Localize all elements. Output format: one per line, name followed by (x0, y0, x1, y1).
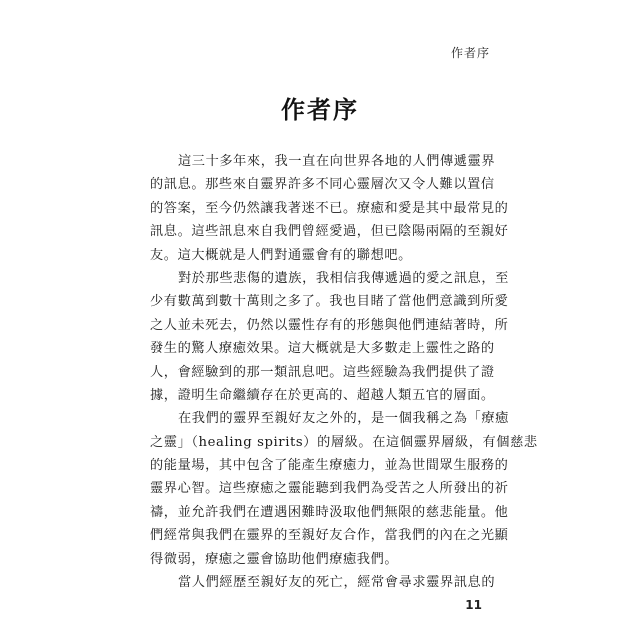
running-head: 作者序 (450, 46, 490, 60)
paragraph-line: 們經常與我們在靈界的至親好友合作，當我們的內在之光顯 (150, 528, 509, 544)
paragraph-line: 這三十多年來，我一直在向世界各地的人們傳遞靈界 (178, 154, 496, 169)
paragraph-line: 之人並未死去，仍然以靈性存有的形態與他們連結著時，所 (150, 317, 509, 333)
paragraph-line: 在我們的靈界至親好友之外的，是一個我稱之為「療癒 (178, 411, 509, 427)
paragraph-line: 的答案，至今仍然讓我著迷不已。療癒和愛是其中最常見的 (150, 200, 509, 216)
chapter-title: 作者序 (281, 95, 359, 124)
paragraph-line: 對於那些悲傷的遺族，我相信我傳遞過的愛之訊息，至 (178, 270, 509, 286)
paragraph-line: 的能量場，其中包含了能產生療癒力，並為世間眾生服務的 (150, 458, 509, 474)
page-number: 11 (465, 598, 482, 612)
paragraph-line: 據，證明生命繼續存在於更高的、超越人類五官的層面。 (150, 387, 495, 403)
paragraph-line: 訊息。這些訊息來自我們曾經愛過，但已陰陽兩隔的至親好 (150, 224, 509, 240)
paragraph-line: 友。這大概就是人們對通靈會有的聯想吧。 (150, 247, 412, 263)
paragraph-line: 少有數萬到數十萬則之多了。我也目睹了當他們意識到所愛 (150, 294, 509, 310)
paragraph-line: 發生的驚人療癒效果。這大概就是大多數走上靈性之路的 (150, 341, 495, 357)
paragraph-line: 的訊息。那些來自靈界許多不同心靈層次又令人難以置信 (150, 177, 495, 193)
paragraph-line: 靈界心智。這些療癒之靈能聽到我們為受苦之人所發出的祈 (150, 481, 509, 497)
paragraph-line: 得微弱，療癒之靈會協助他們療癒我們。 (150, 551, 399, 567)
paragraph-line: 當人們經歷至親好友的死亡，經常會尋求靈界訊息的 (178, 575, 496, 591)
body-text (150, 150, 538, 594)
paragraph-line: 之靈」（healing spirits）的層級。在這個靈界層級，有個慈悲 (150, 434, 538, 450)
paragraph-line: 人，會經驗到的那一類訊息吧。這些經驗為我們提供了證 (150, 364, 495, 380)
paragraph-line: 禱，並允許我們在遭遇困難時汲取他們無限的慈悲能量。他 (150, 504, 509, 520)
